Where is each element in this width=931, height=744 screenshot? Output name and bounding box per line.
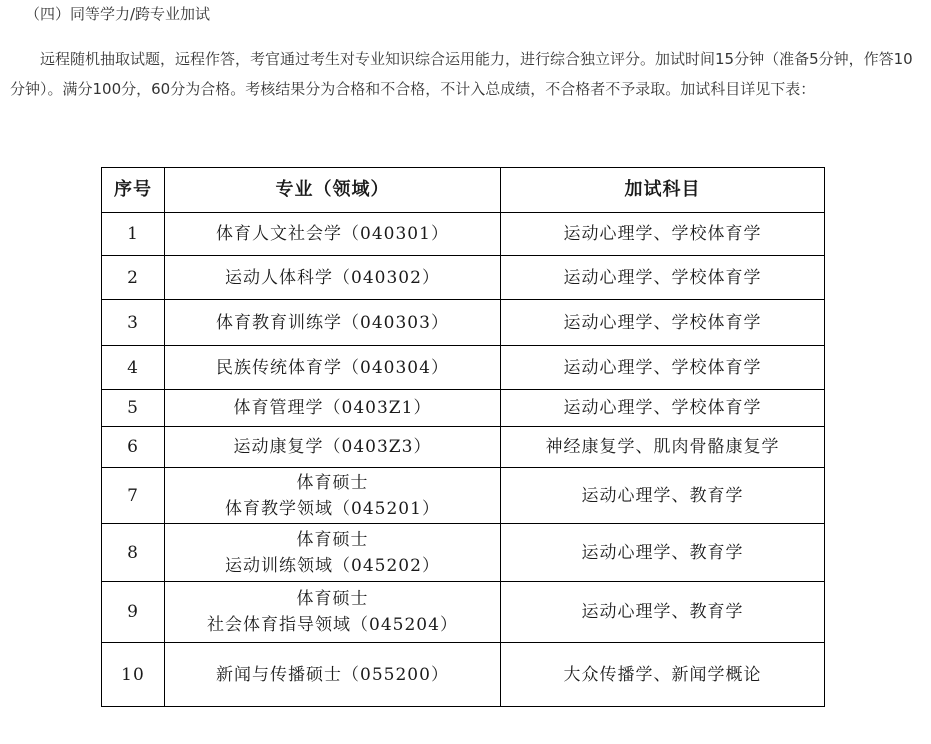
major-line: 运动康复学（0403Z3） xyxy=(233,437,432,457)
table-row xyxy=(102,582,825,643)
header-subjects: 加试科目 xyxy=(501,168,825,213)
row-subjects: 运动心理学、学校体育学 xyxy=(501,213,825,256)
table-row xyxy=(102,213,825,256)
table-row xyxy=(102,346,825,390)
major-line: 社会体育指导领域（045204） xyxy=(207,615,458,635)
row-subjects: 运动心理学、学校体育学 xyxy=(501,346,825,390)
row-index: 4 xyxy=(102,346,165,390)
row-major xyxy=(165,256,501,300)
table-header-row xyxy=(102,168,825,213)
table-row xyxy=(102,468,825,524)
row-index: 10 xyxy=(102,643,165,707)
intro-paragraph: 远程随机抽取试题，远程作答，考官通过考生对专业知识综合运用能力，进行综合独立评分。加试时间15分钟（准备5分钟，作答10分钟）。满分100分，60分为合格。考核结果分为合格和不合格，不计入总成绩，不合格者不予录取。加试科目详见下表： xyxy=(10,50,913,98)
section-heading: （四）同等学力/跨专业加试 xyxy=(25,5,211,23)
header-major: 专业（领域） xyxy=(165,168,501,213)
row-major xyxy=(165,524,501,582)
row-subjects: 运动心理学、教育学 xyxy=(501,524,825,582)
row-major xyxy=(165,390,501,427)
major-line: 体育教育训练学（040303） xyxy=(216,312,449,333)
row-index: 3 xyxy=(102,300,165,346)
major-line: 体育人文社会学（040301） xyxy=(216,224,449,244)
major-line: 体育硕士 xyxy=(296,472,369,493)
row-subjects: 运动心理学、学校体育学 xyxy=(501,390,825,427)
major-line: 体育教学领域（045201） xyxy=(225,498,440,519)
row-major xyxy=(165,300,501,346)
table-row xyxy=(102,256,825,300)
table-row xyxy=(102,390,825,427)
major-line: 运动人体科学（040302） xyxy=(225,267,440,288)
row-major xyxy=(165,427,501,468)
row-index: 7 xyxy=(102,468,165,524)
row-subjects: 大众传播学、新闻学概论 xyxy=(501,643,825,707)
major-line: 民族传统体育学（040304） xyxy=(216,357,449,378)
major-line: 体育管理学（0403Z1） xyxy=(233,398,432,418)
row-subjects: 运动心理学、教育学 xyxy=(501,468,825,524)
row-index: 6 xyxy=(102,427,165,468)
row-subjects: 运动心理学、学校体育学 xyxy=(501,300,825,346)
row-major xyxy=(165,643,501,707)
major-line: 运动训练领域（045202） xyxy=(225,555,440,576)
row-index: 1 xyxy=(102,213,165,256)
row-subjects: 运动心理学、教育学 xyxy=(501,582,825,643)
row-major xyxy=(165,468,501,524)
table-row xyxy=(102,643,825,707)
row-subjects: 神经康复学、肌肉骨骼康复学 xyxy=(501,427,825,468)
row-index: 8 xyxy=(102,524,165,582)
table-row xyxy=(102,300,825,346)
major-line: 体育硕士 xyxy=(296,529,369,550)
table-row xyxy=(102,524,825,582)
table-row xyxy=(102,427,825,468)
row-index: 9 xyxy=(102,582,165,643)
row-major xyxy=(165,346,501,390)
major-line: 新闻与传播硕士（055200） xyxy=(216,664,449,685)
subjects-table xyxy=(101,167,825,707)
row-index: 2 xyxy=(102,256,165,300)
major-line: 体育硕士 xyxy=(296,589,369,609)
header-index: 序号 xyxy=(102,168,165,213)
row-major xyxy=(165,213,501,256)
row-major xyxy=(165,582,501,643)
row-index: 5 xyxy=(102,390,165,427)
row-subjects: 运动心理学、学校体育学 xyxy=(501,256,825,300)
